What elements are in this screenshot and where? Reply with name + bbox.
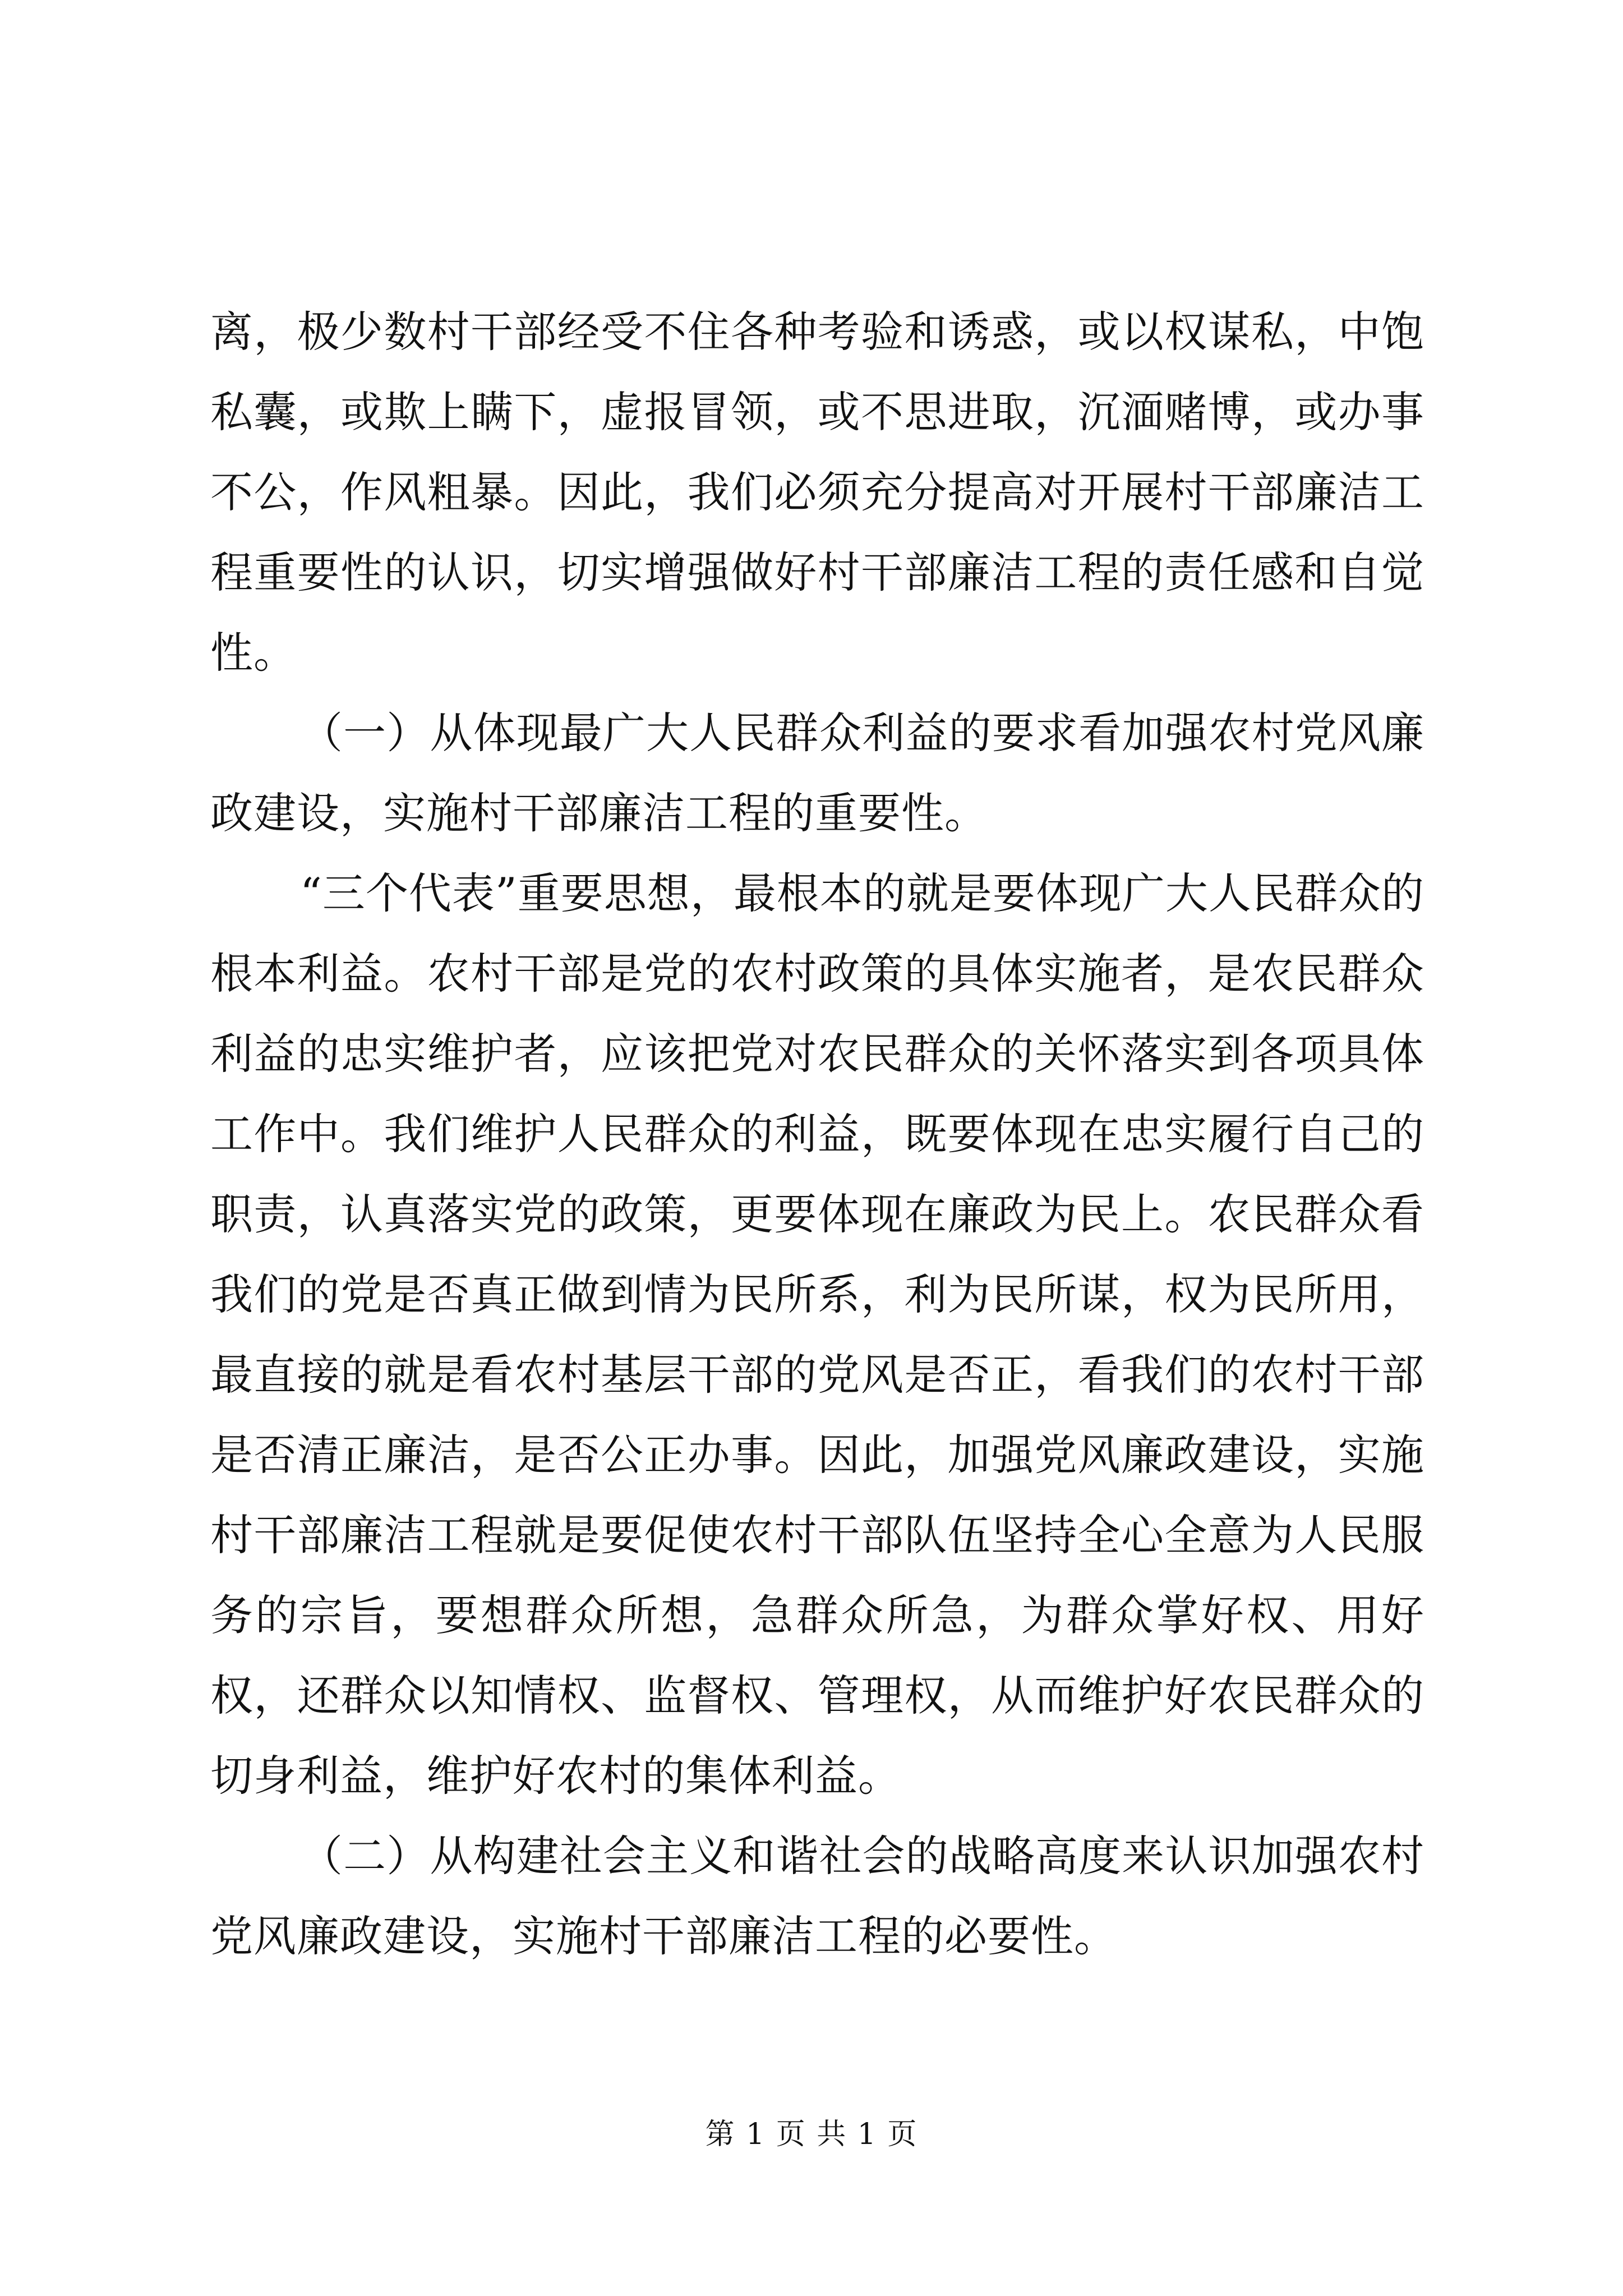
section-heading-one: （一）从体现最广大人民群众利益的要求看加强农村党风廉政建设，实施村干部廉洁工程的重要性。 <box>210 708 1424 838</box>
document-body <box>210 292 1424 1976</box>
paragraph-body: “三个代表”重要思想，最根本的就是要体现广大人民群众的根本利益。农村干部是党的农村政策的具体实施者，是农民群众利益的忠实维护者，应该把党对农民群众的关怀落实到各项具体工作中。我们维护人民群众的利益，既要体现在忠实履行自己的职责，认真落实党的政策，更要体现在廉政为民上。农民群众看我们的党是否真正做到情为民所系，利为民所谋，权为民所用，最直接的就是看农村基层干部的党风是否正，看我们的农村干部是否清正廉洁，是否公正办事。因此，加强党风廉政建设，实施村干部廉洁工程就是要促使农村干部队伍坚持全心全意为人民服务的宗旨，要想群众所想，急群众所急，为群众掌好权、用好权，还群众以知情权、监督权、管理权，从而维护好农民群众的切身利益，维护好农村的集体利益。 <box>210 868 1424 1801</box>
section-heading-two: （二）从构建社会主义和谐社会的战略高度来认识加强农村党风廉政建设，实施村干部廉洁工程的必要性。 <box>210 1831 1424 1961</box>
page-footer: 第 1 页 共 1 页 <box>705 2118 918 2151</box>
paragraph-continuation: 离，极少数村干部经受不住各种考验和诱惑，或以权谋私，中饱私囊，或欺上瞒下，虚报冒领，或不思进取，沉湎赌博，或办事不公，作风粗暴。因此，我们必须充分提高对开展村干部廉洁工程重要性的认识，切实增强做好村干部廉洁工程的责任感和自觉性。 <box>210 307 1424 678</box>
